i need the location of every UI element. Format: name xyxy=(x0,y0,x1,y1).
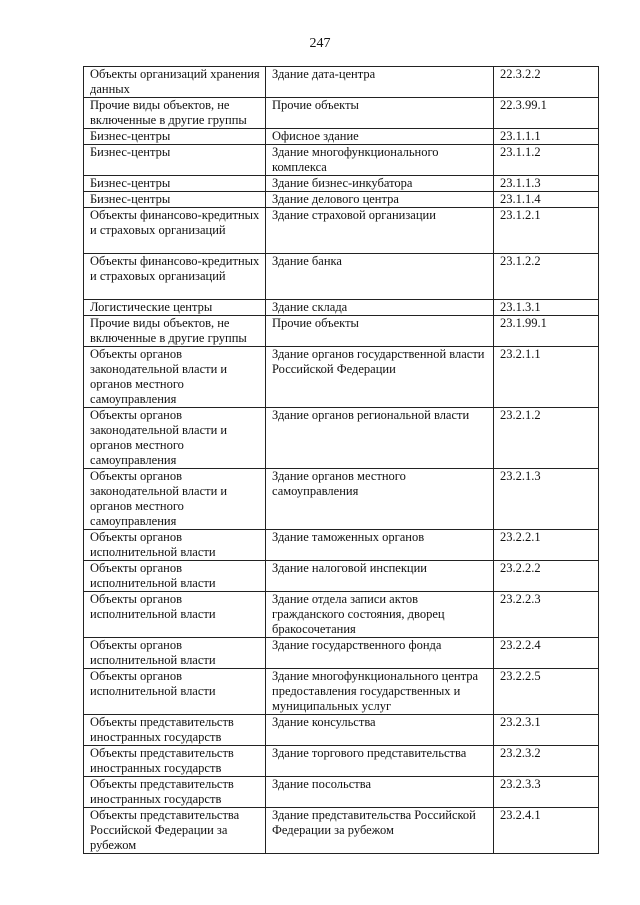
table-row xyxy=(84,638,599,669)
building-cell: Здание дата-центра xyxy=(266,67,494,98)
table-row xyxy=(84,254,599,300)
object-type-cell: Бизнес-центры xyxy=(84,129,266,145)
table-row xyxy=(84,777,599,808)
object-type-cell: Объекты организаций хранения данных xyxy=(84,67,266,98)
object-type-cell: Объекты органов исполнительной власти xyxy=(84,638,266,669)
building-cell: Здание налоговой инспекции xyxy=(266,561,494,592)
building-cell: Здание представительства Российской Федерации за рубежом xyxy=(266,808,494,854)
table-row xyxy=(84,561,599,592)
building-cell: Здание бизнес-инкубатора xyxy=(266,176,494,192)
table-row xyxy=(84,808,599,854)
code-cell: 23.1.3.1 xyxy=(494,300,599,316)
object-type-cell: Объекты органов законодательной власти и органов местного самоуправления xyxy=(84,469,266,530)
object-type-cell: Объекты финансово-кредитных и страховых организаций xyxy=(84,254,266,300)
table-row xyxy=(84,669,599,715)
building-cell: Здание делового центра xyxy=(266,192,494,208)
object-type-cell: Прочие виды объектов, не включенные в другие группы xyxy=(84,316,266,347)
table-row xyxy=(84,746,599,777)
table-row xyxy=(84,192,599,208)
object-type-cell: Объекты органов исполнительной власти xyxy=(84,669,266,715)
building-cell: Здание склада xyxy=(266,300,494,316)
building-cell: Здание органов местного самоуправления xyxy=(266,469,494,530)
building-cell: Здание страховой организации xyxy=(266,208,494,254)
object-type-cell: Бизнес-центры xyxy=(84,145,266,176)
object-type-cell: Прочие виды объектов, не включенные в другие группы xyxy=(84,98,266,129)
building-cell: Здание отдела записи актов гражданского состояния, дворец бракосочетания xyxy=(266,592,494,638)
code-cell: 22.3.99.1 xyxy=(494,98,599,129)
code-cell: 23.1.1.4 xyxy=(494,192,599,208)
building-cell: Здание посольства xyxy=(266,777,494,808)
object-type-cell: Объекты финансово-кредитных и страховых организаций xyxy=(84,208,266,254)
code-cell: 23.2.2.1 xyxy=(494,530,599,561)
building-cell: Здание государственного фонда xyxy=(266,638,494,669)
building-cell: Прочие объекты xyxy=(266,98,494,129)
code-cell: 23.2.2.3 xyxy=(494,592,599,638)
table-row xyxy=(84,347,599,408)
table-row xyxy=(84,592,599,638)
table-row xyxy=(84,67,599,98)
building-cell: Прочие объекты xyxy=(266,316,494,347)
object-type-cell: Объекты органов исполнительной власти xyxy=(84,592,266,638)
building-cell: Здание таможенных органов xyxy=(266,530,494,561)
code-cell: 23.1.2.1 xyxy=(494,208,599,254)
table-row xyxy=(84,408,599,469)
table-row xyxy=(84,469,599,530)
code-cell: 23.2.2.4 xyxy=(494,638,599,669)
page-number: 247 xyxy=(309,36,331,51)
object-type-cell: Объекты органов законодательной власти и органов местного самоуправления xyxy=(84,347,266,408)
object-type-cell: Объекты представительств иностранных государств xyxy=(84,715,266,746)
table-row xyxy=(84,176,599,192)
code-cell: 23.2.3.1 xyxy=(494,715,599,746)
table-row xyxy=(84,129,599,145)
code-cell: 23.1.99.1 xyxy=(494,316,599,347)
table-row xyxy=(84,208,599,254)
table-row xyxy=(84,98,599,129)
object-type-cell: Объекты представительства Российской Федерации за рубежом xyxy=(84,808,266,854)
code-cell: 23.1.1.1 xyxy=(494,129,599,145)
building-cell: Офисное здание xyxy=(266,129,494,145)
object-type-cell: Объекты представительств иностранных государств xyxy=(84,746,266,777)
table-row xyxy=(84,715,599,746)
code-cell: 23.1.1.2 xyxy=(494,145,599,176)
table-row xyxy=(84,300,599,316)
building-cell: Здание многофункционального центра предоставления государственных и муниципальных услуг xyxy=(266,669,494,715)
building-cell: Здание органов региональной власти xyxy=(266,408,494,469)
object-type-cell: Объекты органов законодательной власти и органов местного самоуправления xyxy=(84,408,266,469)
object-type-cell: Бизнес-центры xyxy=(84,192,266,208)
object-type-cell: Логистические центры xyxy=(84,300,266,316)
object-type-cell: Объекты органов исполнительной власти xyxy=(84,530,266,561)
object-type-cell: Объекты органов исполнительной власти xyxy=(84,561,266,592)
code-cell: 23.2.1.3 xyxy=(494,469,599,530)
classification-table xyxy=(83,66,599,854)
object-type-cell: Бизнес-центры xyxy=(84,176,266,192)
building-cell: Здание консульства xyxy=(266,715,494,746)
table-row xyxy=(84,145,599,176)
object-type-cell: Объекты представительств иностранных государств xyxy=(84,777,266,808)
building-cell: Здание многофункционального комплекса xyxy=(266,145,494,176)
building-cell: Здание торгового представительства xyxy=(266,746,494,777)
code-cell: 23.2.3.2 xyxy=(494,746,599,777)
code-cell: 23.1.2.2 xyxy=(494,254,599,300)
code-cell: 23.2.2.5 xyxy=(494,669,599,715)
table-row xyxy=(84,316,599,347)
code-cell: 23.2.1.1 xyxy=(494,347,599,408)
code-cell: 23.2.2.2 xyxy=(494,561,599,592)
code-cell: 23.2.3.3 xyxy=(494,777,599,808)
code-cell: 23.2.1.2 xyxy=(494,408,599,469)
code-cell: 22.3.2.2 xyxy=(494,67,599,98)
building-cell: Здание органов государственной власти Российской Федерации xyxy=(266,347,494,408)
code-cell: 23.1.1.3 xyxy=(494,176,599,192)
building-cell: Здание банка xyxy=(266,254,494,300)
table-row xyxy=(84,530,599,561)
code-cell: 23.2.4.1 xyxy=(494,808,599,854)
